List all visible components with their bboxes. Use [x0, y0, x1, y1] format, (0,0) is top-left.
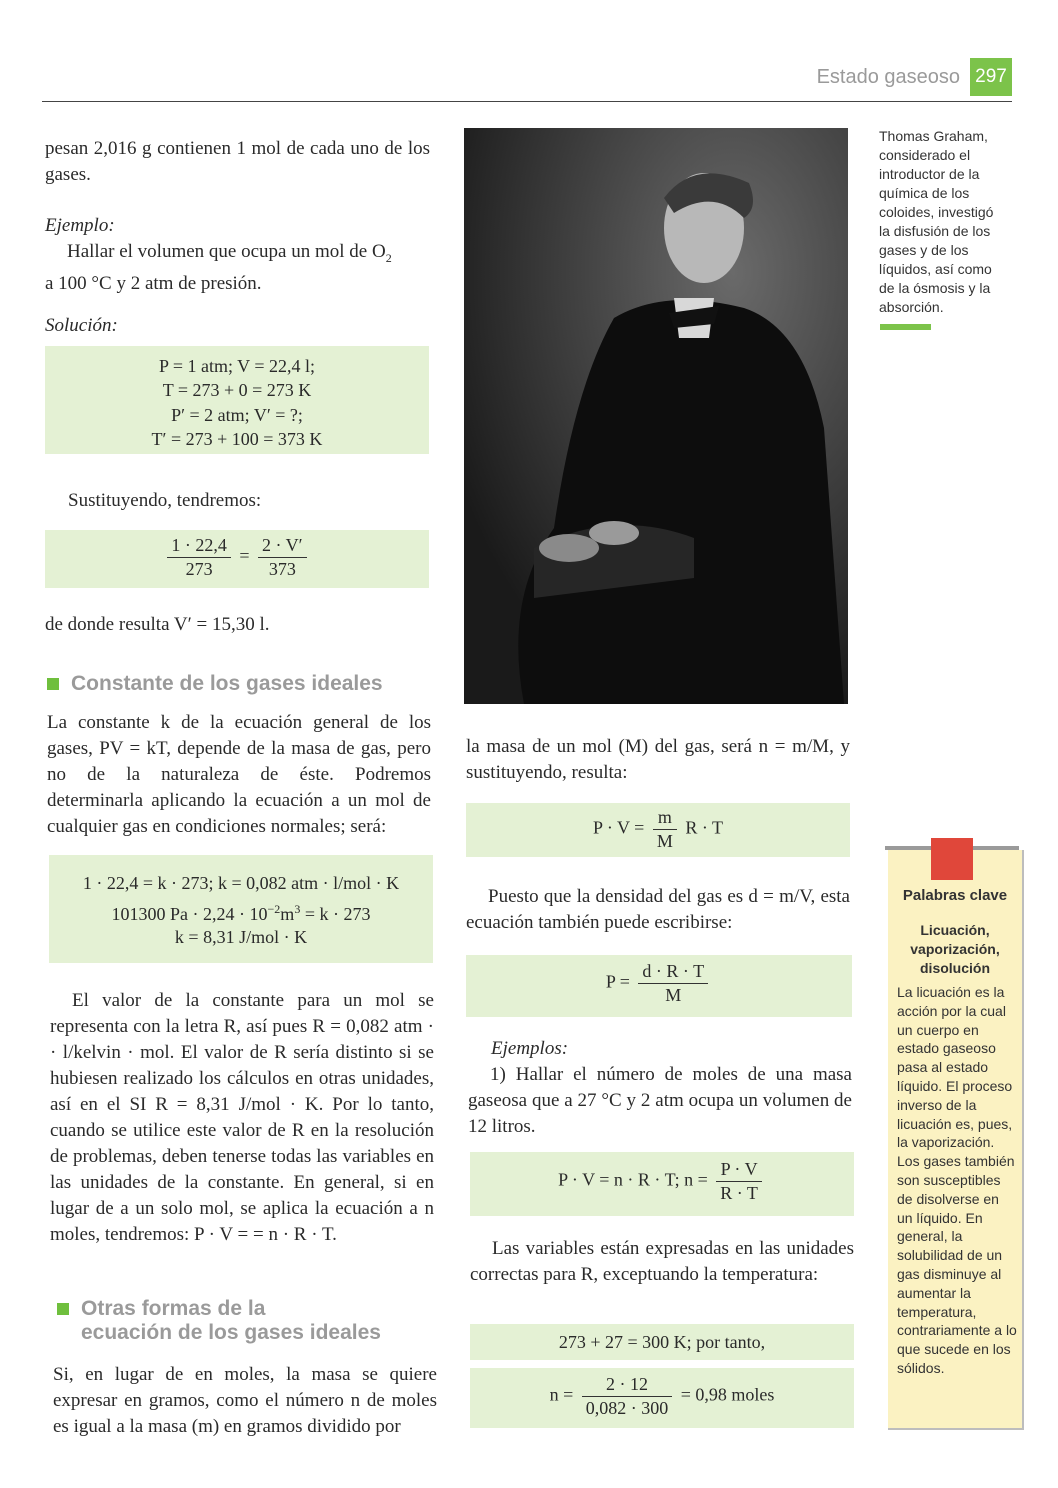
- fraction-equation: [45, 534, 429, 581]
- keywords-title: Palabras clave: [902, 887, 1008, 904]
- col2-intro-paragraph: la masa de un mol (M) del gas, será n = m/M, y sustituyendo, resulta:: [466, 736, 850, 783]
- constant-line-2-exp2: 3: [294, 902, 301, 916]
- keywords-tab: [931, 838, 973, 880]
- fraction-right-num: 2 · V′: [258, 534, 307, 558]
- running-header-title: Estado gaseoso: [816, 66, 960, 88]
- fraction-left: [167, 534, 231, 581]
- other-forms-paragraph: Si, en lugar de en moles, la masa se quiere expresar en gramos, como el número n de moles es igual a la masa (m) en gramos dividido por: [53, 1364, 437, 1437]
- page-number: 297: [975, 66, 1007, 87]
- caption-accent-bar: [880, 324, 931, 330]
- examples-text: 1) Hallar el número de moles de una masa gaseosa que a 27 °C y 2 atm ocupa un volumen de 12 litros.: [468, 1064, 852, 1137]
- density-eq-num: d · R · T: [638, 960, 708, 984]
- constant-line-1: 1 · 22,4 = k · 273; k = 0,082 atm · l/mol · K: [82, 873, 400, 893]
- result-text: de donde resulta V′ = 15,30 l.: [45, 614, 270, 635]
- mass-equation: [466, 806, 850, 853]
- fraction-right: [258, 534, 307, 581]
- example-text: [45, 239, 430, 297]
- constant-line-2b: m: [280, 904, 295, 924]
- examples-label: Ejemplos:: [491, 1038, 569, 1059]
- example-label: Ejemplo:: [45, 215, 115, 236]
- moles-eq-left: P · V = n · R · T; n =: [558, 1169, 708, 1190]
- solution-line-4: T′ = 273 + 100 = 373 K: [151, 429, 323, 449]
- temperature-equation: 273 + 27 = 300 K; por tanto,: [558, 1332, 766, 1352]
- constant-line-2a: 101300 Pa · 2,24 · 10: [111, 904, 268, 924]
- solution-line-3: P′ = 2 atm; V′ = ?;: [171, 405, 303, 425]
- moles-eq-fraction: [716, 1158, 762, 1205]
- moles-eq-den: R · T: [720, 1183, 758, 1203]
- density-eq-fraction: [638, 960, 708, 1007]
- substituting-text: Sustituyendo, tendremos:: [68, 490, 262, 511]
- constant-line-3: k = 8,31 J/mol · K: [174, 927, 308, 947]
- fraction-right-den: 373: [268, 559, 296, 579]
- page-number-badge: [970, 58, 1012, 96]
- keywords-text: La licuación es la acción por la cual un cuerpo en estado gaseoso pasa al estado líquido. El proceso inverso de la licuación es, pues, la vaporización. Los gases también son susceptibles de disolverse en un líquido. En general, la solubilidad de un gas disminuye al aumentar la temperatura, contrariamente a lo que sucede en los sólidos.: [897, 984, 1017, 1376]
- constant-line-2: [49, 897, 433, 926]
- mass-eq-num: m: [653, 806, 677, 830]
- constant-line-2c: = k · 273: [300, 904, 371, 924]
- result-eq-right: = 0,98 moles: [680, 1384, 775, 1405]
- mass-eq-den: M: [656, 831, 673, 851]
- solution-label: Solución:: [45, 315, 118, 336]
- section-heading-constant: [47, 672, 383, 696]
- fraction-left-num: 1 · 22,4: [167, 534, 231, 558]
- constant-line-2-exp: −2: [267, 902, 281, 916]
- moles-eq-num: P · V: [716, 1158, 762, 1182]
- density-equation: [466, 960, 852, 1007]
- variables-paragraph: Las variables están expresadas en las unidades correctas para R, exceptuando la temperatura:: [470, 1238, 854, 1285]
- fraction-equals: =: [239, 545, 250, 566]
- density-eq-left: P =: [605, 971, 630, 992]
- mass-eq-right: R · T: [685, 817, 724, 838]
- portrait-photo: [464, 128, 848, 704]
- fraction-left-den: 273: [185, 559, 213, 579]
- intro-paragraph: pesan 2,016 g contienen 1 mol de cada uno de los gases.: [45, 138, 430, 185]
- heading-constant-text: Constante de los gases ideales: [71, 672, 383, 695]
- heading-bullet: [47, 678, 59, 690]
- result-moles-equation: [470, 1373, 854, 1420]
- heading-bullet: [57, 1303, 69, 1315]
- header-rule: [42, 101, 1012, 102]
- example-text-b: a 100 °C y 2 atm de presión.: [45, 272, 262, 294]
- heading-other-forms-line2: ecuación de los gases ideales: [81, 1321, 381, 1344]
- result-eq-den: 0,082 · 300: [585, 1398, 669, 1418]
- constant-value-paragraph: El valor de la constante para un mol se representa con la letra R, así pues R = 0,082 atm · · l/kelvin · mol. El valor de R sería distinto si se hubiesen realizado los cálculos en otras unidades, así en el SI R = 8,31 J/mol · K. Por lo tanto, cuando se utilice este valor de R en la resolución de problemas, deben tenerse todas las variables en las unidades de la constante. En general, si en lugar de a un solo mol, se aplica la ecuación a n moles, tendremos: P · V = = n · R · T.: [50, 990, 434, 1245]
- solution-line-2: T = 273 + 0 = 273 K: [162, 380, 312, 400]
- density-paragraph: Puesto que la densidad del gas es d = m/V, esta ecuación también puede escribirse:: [466, 886, 850, 933]
- photo-caption: Thomas Graham, considerado el introductor de la química de los coloides, investigó la disfusión de los gases y de los líquidos, así como de la ósmosis y la absorción.: [879, 128, 994, 315]
- example-text-sub: 2: [385, 250, 392, 265]
- result-eq-num: 2 · 12: [582, 1373, 673, 1397]
- result-eq-left: n =: [549, 1384, 574, 1405]
- mass-eq-left: P · V =: [592, 817, 645, 838]
- section-heading-other-forms: [57, 1297, 381, 1345]
- heading-other-forms-line1: Otras formas de la: [81, 1297, 266, 1320]
- solution-line-1: P = 1 atm; V = 22,4 l;: [159, 356, 315, 376]
- keywords-subtitle: Licuación, vaporización, disolución: [910, 922, 1000, 976]
- portrait-illustration: [464, 128, 848, 704]
- moles-equation: [470, 1158, 854, 1205]
- density-eq-den: M: [665, 985, 682, 1005]
- example-text-a: Hallar el volumen que ocupa un mol de O: [67, 241, 386, 262]
- mass-eq-fraction: [653, 806, 677, 853]
- constant-paragraph: La constante k de la ecuación general de los gases, PV = kT, depende de la masa de gas, pero no de la naturaleza de éste. Podremos determinarla aplicando la ecuación a un mol de cualquier gas en condiciones normales; será:: [47, 712, 431, 837]
- result-eq-fraction: [582, 1373, 673, 1420]
